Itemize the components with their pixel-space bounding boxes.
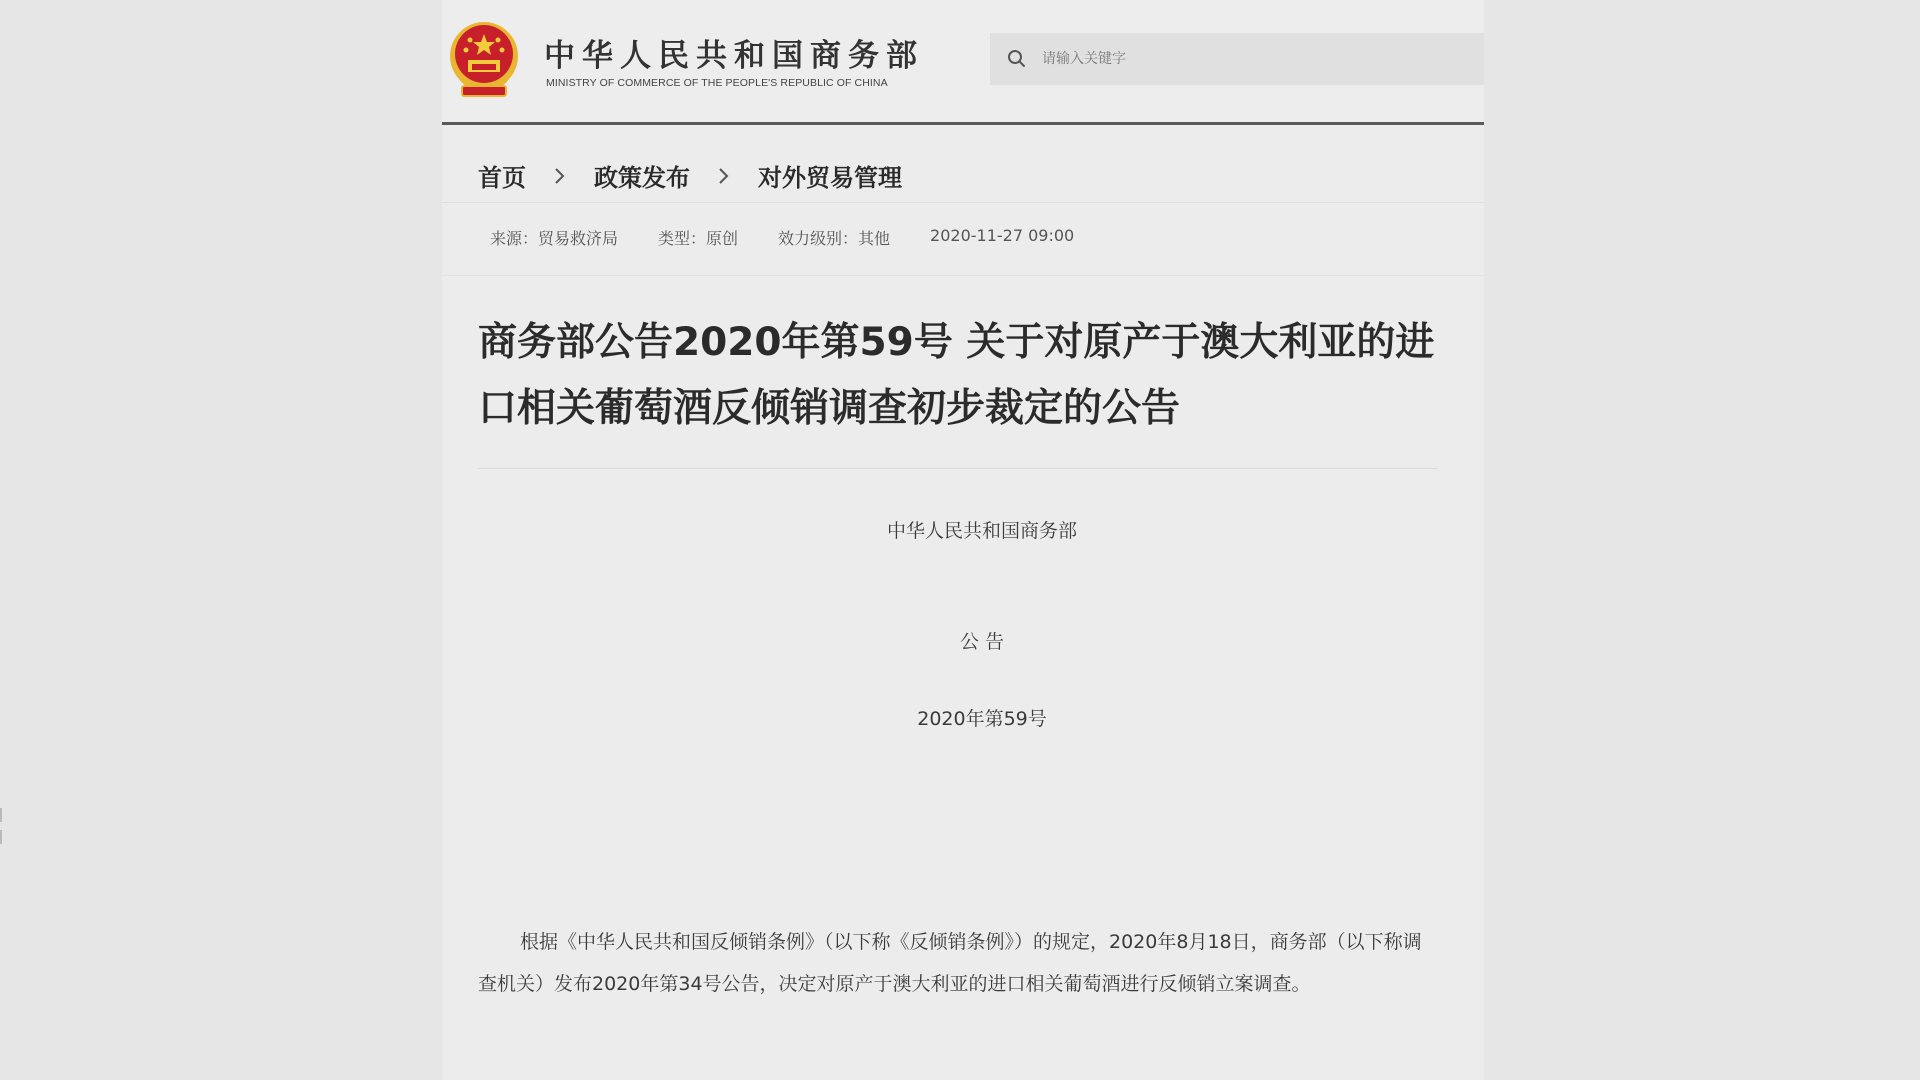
notice-label: 公 告 xyxy=(959,631,1005,653)
breadcrumb-home[interactable]: 首页 xyxy=(478,164,526,192)
breadcrumb-divider xyxy=(442,202,1484,203)
site-header xyxy=(442,0,1484,125)
breadcrumb xyxy=(478,158,902,193)
search-bar xyxy=(990,33,1484,85)
breadcrumb-policy-release[interactable]: 政策发布 xyxy=(594,164,690,192)
meta-type: 类型：原创 xyxy=(658,229,739,248)
site-title-cn[interactable]: 中华人民共和国商务部 xyxy=(544,38,924,74)
article-meta xyxy=(490,226,1114,249)
article-paragraph: 根据《中华人民共和国反倾销条例》（以下称《反倾销条例》）的规定，2020年8月18日，商务部（以下称调查机关）发布2020年第34号公告，决定对原产于澳大利亚的进口相关葡萄酒进行反倾销立案调查。 xyxy=(478,931,1422,995)
title-divider xyxy=(478,468,1438,469)
chevron-right-icon xyxy=(706,164,742,188)
article-title: 商务部公告2020年第59号 关于对原产于澳大利亚的进口相关葡萄酒反倾销调查初步裁定的公告 xyxy=(478,320,1435,431)
notice-number: 2020年第59号 xyxy=(917,708,1047,730)
meta-divider xyxy=(442,275,1484,276)
site-title-en: MINISTRY OF COMMERCE OF THE PEOPLE'S REPUBLIC OF CHINA xyxy=(546,77,888,89)
search-input[interactable] xyxy=(1040,50,1464,68)
chevron-right-icon xyxy=(542,164,578,188)
national-emblem-icon[interactable] xyxy=(448,20,520,98)
breadcrumb-foreign-trade[interactable]: 对外贸易管理 xyxy=(758,164,902,192)
article-issuer: 中华人民共和国商务部 xyxy=(886,520,1077,542)
search-icon[interactable] xyxy=(1006,48,1028,70)
meta-level: 效力级别：其他 xyxy=(778,229,891,248)
scroll-edge-marker xyxy=(0,808,4,856)
page-container xyxy=(442,0,1484,1080)
meta-source: 来源：贸易救济局 xyxy=(490,229,619,248)
meta-datetime: 2020-11-27 09:00 xyxy=(930,226,1075,245)
